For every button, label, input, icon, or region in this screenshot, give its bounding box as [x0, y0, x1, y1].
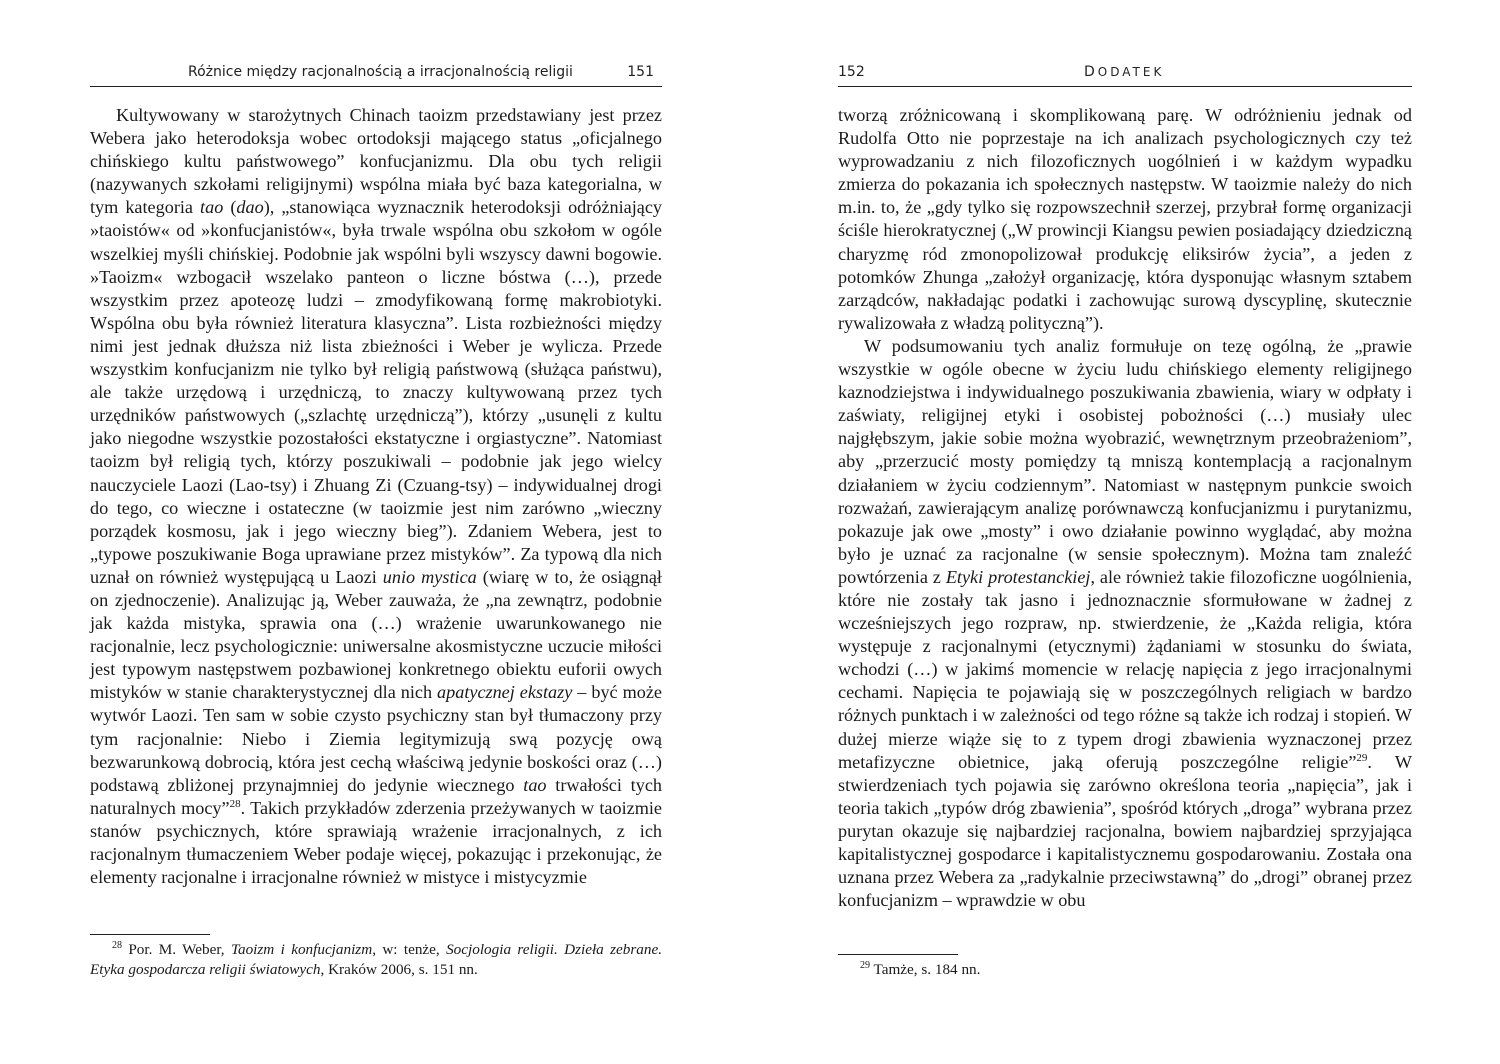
body-text-left — [90, 104, 662, 889]
footnote-rule — [838, 954, 958, 955]
footnote-number: 28 — [112, 939, 122, 951]
running-head-right — [838, 62, 1412, 87]
footnote-ref[interactable]: 29 — [1356, 751, 1368, 764]
paragraph: W podsumowaniu tych analiz formułuje on tezę ogólną, że „prawie wszystkie w ogóle obecne w życiu ludu chińskiego elementy religijnego kaznodziejstwa i indywidualnego poszukiwania zbawienia, wiary w odpłaty i zaświaty, religijnej etyki i osobistej pobożności (…) musiały ulec najgłębszym, jakie sobie można wyobrazić, wewnętrznym przeobrażeniom”, aby „przerzucić mosty pomiędzy tą mniszą kontemplacją a racjonalnym działaniem w życiu codziennym”. Natomiast w następnym punkcie swoich rozważań, zawierającym analizę porównawczą konfucjanizmu i purytanizmu, pokazuje jak owe „mosty” i owo działanie powinno wyglądać, aby można było je uznać za racjonalne (w sensie społecznym). Można tam znaleźć powtórzenia z Etyki protestanckiej, ale również takie filozoficzne uogólnienia, które nie zostały tak jasno i jednoznacznie sformułowane w żadnej z wcześniejszych jego rozpraw, np. stwierdzenie, że „Każda religia, która występuje z racjonalnymi (etycznymi) żądaniami w stosunku do świata, wchodzi (…) w jakimś momencie w relację napięcia z jego irracjonalnymi cechami. Napięcia te pojawiają się w poszczególnych religiach w bardzo różnych punktach i w zależności od tego różne są także ich rodzaj i stopień. W dużej mierze wiąże się to z typem drogi zbawienia wyznaczonej przez metafizyczne obietnice, jaką oferują poszczególne religie”$^{29}$. W stwierdzeniach tych pojawia się zarówno określona teoria „napięcia”, jak i teoria takich „typów dróg zbawienia”, spośród których „droga” wybrana przez purytan okazuje się najbardziej racjonalna, bowiem najbardziej sprzyjająca kapitalistycznej gospodarce i kapitalistycznemu gospodarowaniu. Została ona uznana przez Webera za „radykalnie przeciwstawną” do „drogi” obranej przez konfucjanizm – wprawdzie w obu — [838, 335, 1412, 911]
running-head-left — [90, 62, 662, 87]
footnote: $^{29}$ Tamże, s. 184 nn. — [860, 959, 981, 978]
page-number: 151 — [627, 64, 654, 80]
running-head-title: DODATEK — [1084, 64, 1165, 80]
paragraph: Kultywowany w starożytnych Chinach taoizm przedstawiany jest przez Webera jako heterodoksja wobec ortodoksji mającego status „oficjalnego chińskiego kultu państwowego” konfucjanizmu. Dla obu tych religii (nazywanych szkołami religijnymi) wspólna miała być baza kategorialna, w tym kategoria tao (dao), „stanowiąca wyznacznik heterodoksji odróżniający »taoistów« od »konfucjanistów«, była trwale wspólna obu szkołom w ogóle wszelkiej myśli chińskiej. Podobnie jak wspólni byli wszyscy dawni bogowie. »Taoizm« wzbogacił wszelako panteon o liczne bóstwa (…), przede wszystkim przez apoteozę ludzi – zmodyfikowaną formę makrobiotyki. Wspólna obu była również literatura klasyczna”. Lista rozbieżności między nimi jest jednak dłuższa niż lista zbieżności i Weber je wylicza. Przede wszystkim konfucjanizm nie tylko był religią państwową (służąca państwu), ale także urzędową i urzędniczą, to znaczy kultywowaną przez tych urzędników państwowych („szlachtę urzędniczą”), którzy „usunęli z kultu jako niegodne wszystkie pozostałości ekstatyczne i orgiastyczne”. Natomiast taoizm był religią tych, którzy poszukiwali – podobnie jak jego wielcy nauczyciele Laozi (Lao-tsy) i Zhuang Zi (Czuang-tsy) – indywidualnej drogi do tego, co wieczne i ostateczne (w taoizmie jest nim zarówno „wieczny porządek kosmosu, jak i jego wieczny bieg”). Zdaniem Webera, jest to „typowe poszukiwanie Boga uprawiane przez mistyków”. Za typową dla nich uznał on również występującą u Laozi unio mystica (wiarę w to, że osiągnął on zjednoczenie). Analizując ją, Weber zauważa, że „na zewnątrz, podobnie jak każda mistyka, sprawia ona (…) wrażenie uwarunkowanego nie racjonalnie, lecz psychologicznie: uniwersalne akosmistyczne uczucie miłości jest typowym następstwem pozbawionej konkretnego obiektu euforii owych mistyków w stanie charakterystycznej dla nich apatycznej ekstazy – być może wytwór Laozi. Ten sam w sobie czysto psychiczny stan był tłumaczony przy tym racjonalnie: Niebo i Ziemia legitymizują swą pozycję ową bezwarunkową dobrocią, która jest cechą właściwą jedynie boskości oraz (…) podstawą zbliżonej przynajmniej do jedynie wiecznego tao trwałości tych naturalnych mocy”$^{28}$. Takich przykładów zderzenia przeżywanych w taoizmie stanów psychicznych, które sprawiają wrażenie irracjonalnych, z ich racjonalnym tłumaczeniem Weber podaje więcej, pokazując i przekonując, że elementy racjonalne i irracjonalne również w mistyce i mistycyzmie — [90, 105, 663, 888]
footnote-ref[interactable]: 28 — [229, 797, 241, 810]
paragraph: tworzą zróżnicowaną i skomplikowaną parę. W odróżnieniu jednak od Rudolfa Otto nie poprzestaje na ich analizach psychologicznych czy też wyprowadzaniu z nich filozoficznych uogólnień i w każdym wypadku zmierza do pokazania ich społecznych następstw. W taoizmie należy do nich m.in. to, że „gdy tylko się rozpowszechnił szerzej, przybrał formę organizacji ściśle hierokratycznej („W prowincji Kiangsu pewien posiadający dziedziczną charyzmę ród zmonopolizował produkcję eliksirów życia”, a jeden z potomków Zhunga „założył organizację, która dysponując własnym sztabem zarządców, nakładając podatki i zachowując surową dyscyplinę, skutecznie rywalizowała z władzą polityczną”). — [838, 105, 1412, 333]
page-number: 152 — [838, 64, 865, 80]
right-page — [838, 0, 1412, 1064]
footnote: $^{28}$ Por. M. Weber, Taoizm i konfucjanizm, w: tenże, Socjologia religii. Dzieła zebrane. Etyka gospodarcza religii światowych, Kraków 2006, s. 151 nn. — [90, 939, 662, 978]
running-head-title: Różnice między racjonalnością a irracjonalnością religii — [188, 64, 573, 80]
footnote-number: 29 — [860, 959, 870, 971]
left-page — [90, 0, 662, 1064]
footnote-rule — [90, 934, 210, 935]
body-text-right — [838, 104, 1412, 912]
